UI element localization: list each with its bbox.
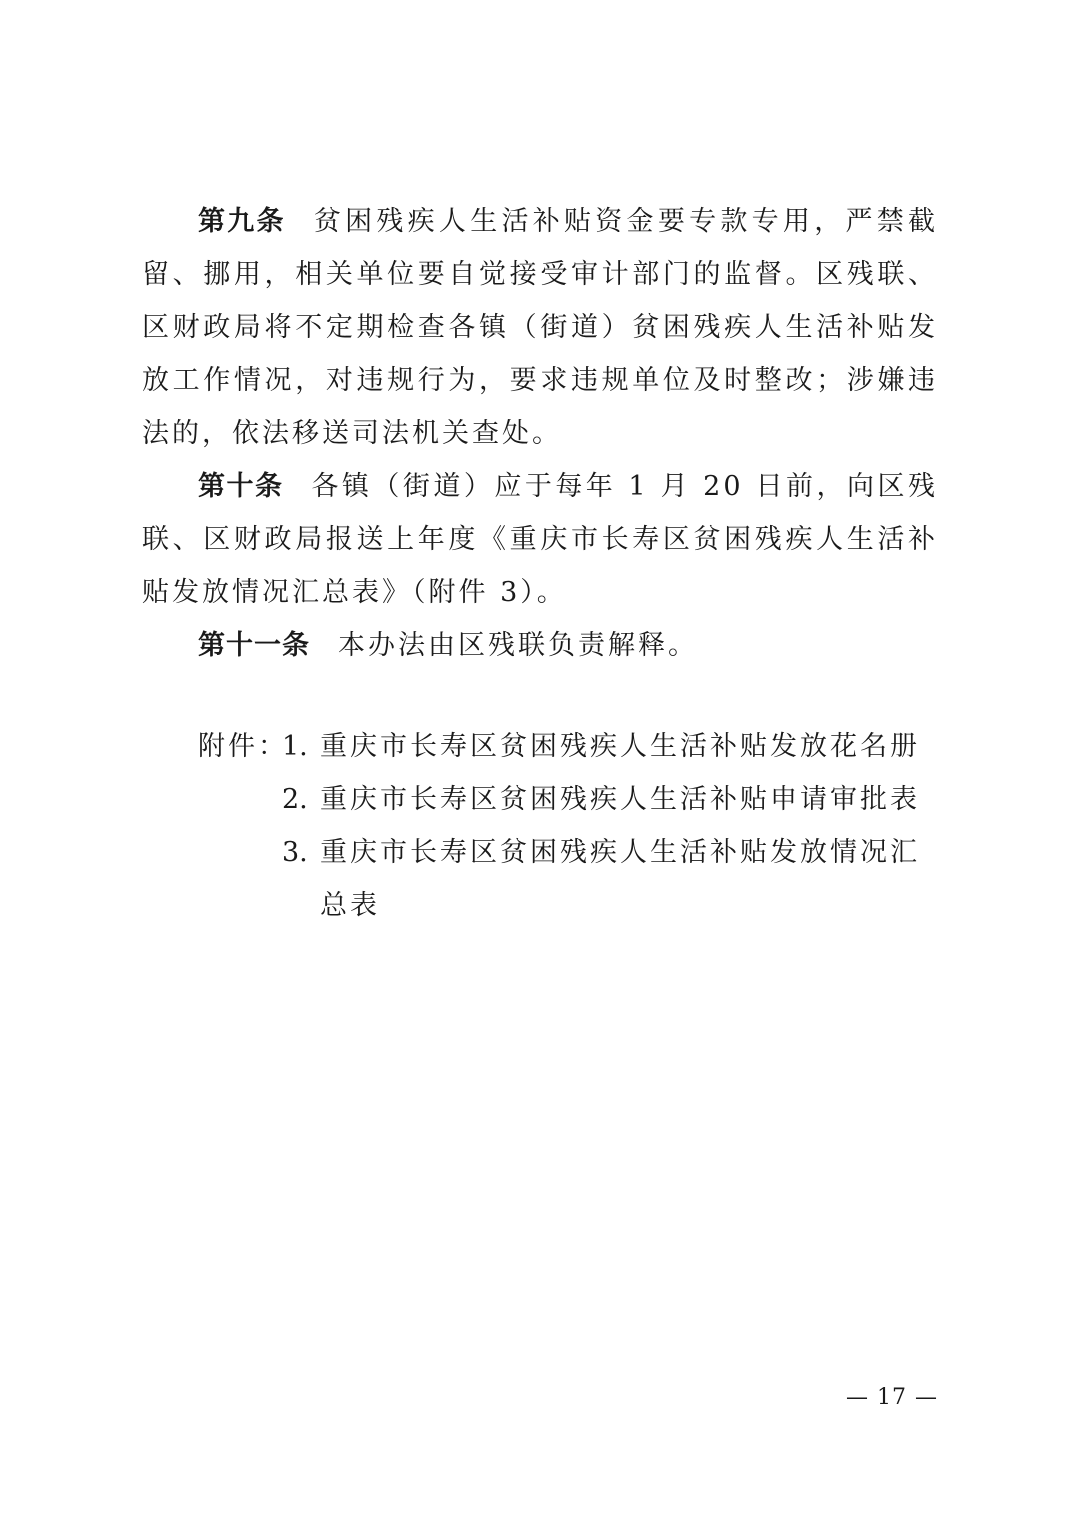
article-10-body: 各镇（街道）应于每年 1 月 20 日前，向区残联、区财政局报送上年度《重庆市长寿区贫困残疾人生活补贴发放情况汇总表》（附件 3）。 bbox=[142, 471, 938, 608]
article-9 bbox=[142, 195, 938, 460]
attachment-number: 1. bbox=[282, 731, 308, 762]
attachment-item bbox=[198, 826, 938, 932]
attachment-title: 重庆市长寿区贫困残疾人生活补贴发放情况汇总表 bbox=[320, 837, 920, 921]
attachments-list bbox=[198, 720, 938, 932]
article-11-heading: 第十一条 bbox=[198, 630, 310, 661]
article-10 bbox=[142, 460, 938, 619]
attachment-title: 重庆市长寿区贫困残疾人生活补贴发放花名册 bbox=[320, 731, 920, 762]
attachment-number: 3. bbox=[282, 837, 308, 868]
article-10-heading: 第十条 bbox=[198, 471, 284, 502]
attachment-number: 2. bbox=[282, 784, 308, 815]
article-11 bbox=[142, 619, 938, 672]
attachments-label: 附件： bbox=[198, 731, 288, 762]
attachment-item bbox=[198, 720, 938, 773]
article-9-body: 贫困残疾人生活补贴资金要专款专用，严禁截留、挪用，相关单位要自觉接受审计部门的监督。区残联、区财政局将不定期检查各镇（街道）贫困残疾人生活补贴发放工作情况，对违规行为，要求违规单位及时整改；涉嫌违法的，依法移送司法机关查处。 bbox=[142, 206, 939, 449]
attachment-item bbox=[198, 773, 938, 826]
article-9-heading: 第九条 bbox=[198, 206, 286, 237]
attachment-title: 重庆市长寿区贫困残疾人生活补贴申请审批表 bbox=[320, 784, 920, 815]
page-number: — 17 — bbox=[846, 1385, 938, 1410]
article-11-body: 本办法由区残联负责解释。 bbox=[338, 630, 698, 661]
articles-section bbox=[142, 195, 938, 672]
